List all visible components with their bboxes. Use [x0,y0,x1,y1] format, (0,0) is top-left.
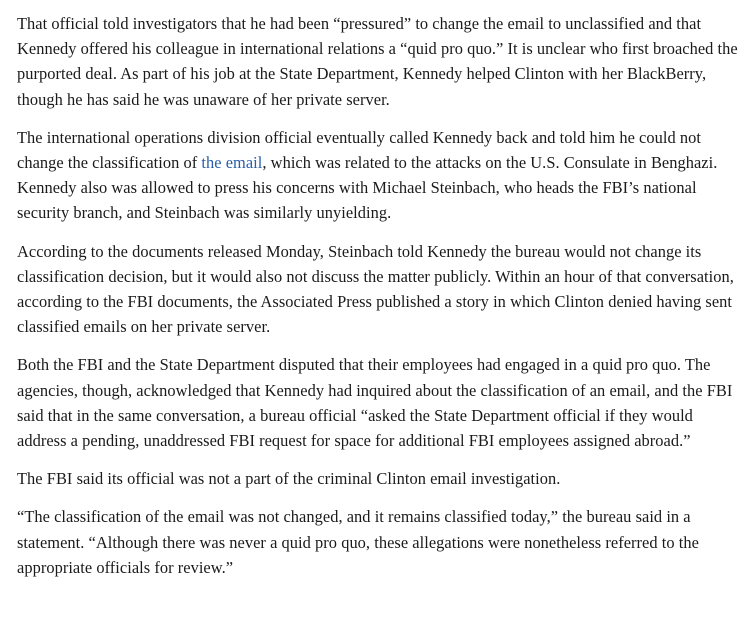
paragraph-4: Both the FBI and the State Department disputed that their employees had engaged in a quid pro quo. The agencies, though, acknowledged that Kennedy had inquired about the classification of an email, and the FBI said that in the same conversation, a bureau official “asked the State Department official if they would address a pending, unaddressed FBI request for space for additional FBI employees assigned abroad.” [17,355,733,451]
paragraph-5: The FBI said its official was not a part of the criminal Clinton email investigation. [17,469,561,489]
paragraph-2 [17,125,738,226]
paragraph-1: That official told investigators that he had been “pressured” to change the email to unclassified and that Kennedy offered his colleague in international relations a “quid pro quo.” It is unclear who first broached the purported deal. As part of his job at the State Department, Kennedy helped Clinton with her BlackBerry, though he has said he was unaware of her private server. [17,14,738,109]
paragraph-2-text-after-link: , which was related to the attacks on the U.S. Consulate in Benghazi. Kennedy also was allowed to press his concerns with Michael Steinbach, who heads the FBI’s national security branch, and Steinbach was similarly unyielding. [17,153,718,223]
paragraph-6: “The classification of the email was not changed, and it remains classified today,” the bureau said in a statement. “Although there was never a quid pro quo, these allegations were nonetheless referred to the appropriate officials for review.” [17,507,699,577]
paragraph-2-text-before-link: The international operations division official eventually called Kennedy back and told him he could not change the classification of [17,127,701,173]
paragraph-3: According to the documents released Monday, Steinbach told Kennedy the bureau would not change its classification decision, but it would also not discuss the matter publicly. Within an hour of that conversation, according to the FBI documents, the Associated Press published a story in which Clinton denied having sent classified emails on her private server. [17,241,734,337]
email-link[interactable]: the email [201,153,263,173]
